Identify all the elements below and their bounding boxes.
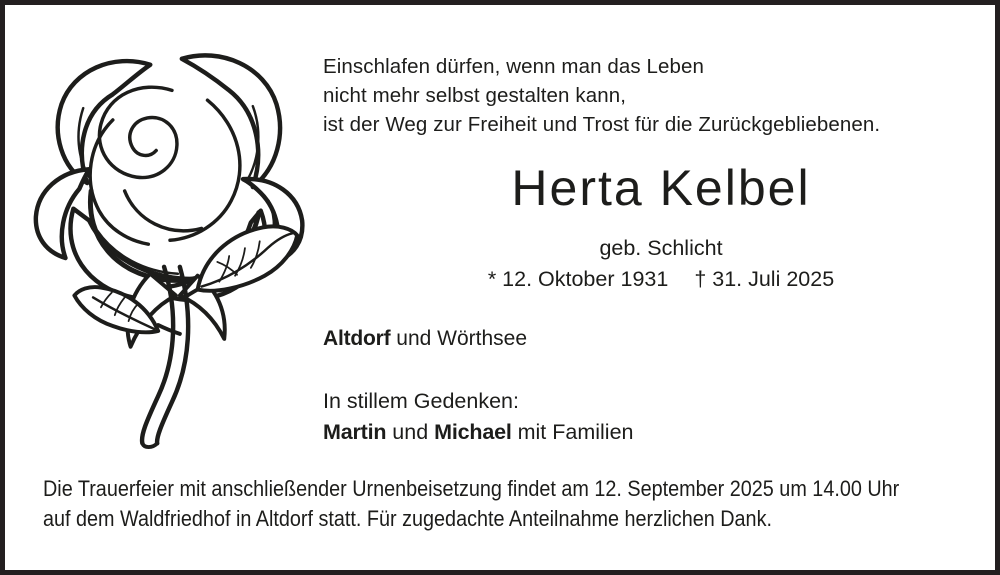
- family-suffix: mit Familien: [517, 420, 634, 444]
- birth-date: * 12. Oktober 1931: [487, 267, 669, 291]
- funeral-info-line-1: Die Trauerfeier mit anschließender Urnenbeisetzung findet am 12. September 2025 um 14.00 Uhr: [43, 476, 900, 501]
- memorial-intro: In stillem Gedenken:: [323, 389, 519, 413]
- family-name-1: Martin: [323, 420, 387, 444]
- funeral-info-line-2: auf dem Waldfriedhof in Altdorf statt. Für zugedachte Anteilnahme herzlichen Dank.: [43, 506, 772, 531]
- death-date: † 31. Juli 2025: [694, 267, 835, 291]
- epigraph: [323, 52, 880, 139]
- life-dates: [323, 266, 999, 292]
- residence-place-primary: Altdorf: [323, 327, 391, 350]
- funeral-info: [43, 474, 899, 534]
- memorial-block: [323, 386, 634, 448]
- epigraph-line-1: Einschlafen dürfen, wenn man das Leben: [323, 55, 705, 78]
- epigraph-line-3: ist der Weg zur Freiheit und Trost für die Zurückgebliebenen.: [323, 113, 881, 136]
- memorial-family-line: [323, 417, 634, 448]
- epigraph-line-2: nicht mehr selbst gestalten kann,: [323, 84, 626, 107]
- family-conjunction: und: [392, 420, 429, 444]
- family-name-2: Michael: [434, 420, 512, 444]
- deceased-name: Herta Kelbel: [511, 160, 811, 216]
- rose-illustration: [31, 45, 309, 469]
- residence-place-rest: und Wörthsee: [396, 327, 528, 350]
- maiden-name: geb. Schlicht: [599, 236, 723, 260]
- residence-line: [323, 326, 527, 352]
